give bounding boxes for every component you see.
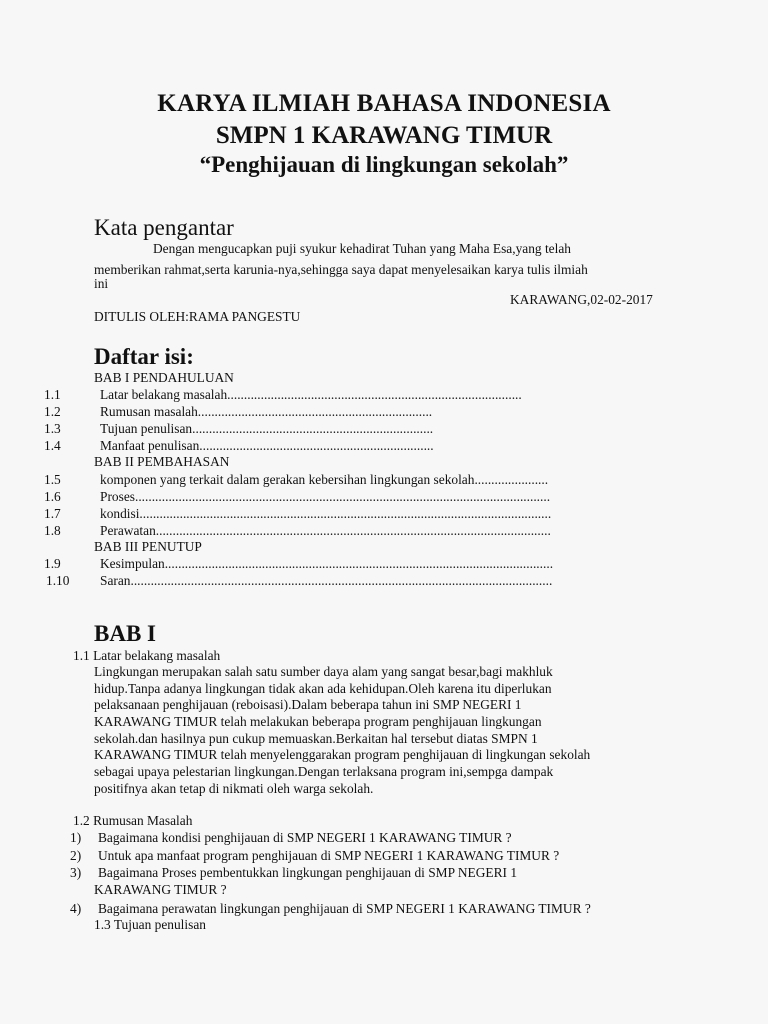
question-number: 2) [70, 848, 82, 863]
toc-bab-1: BAB I PENDAHULUAN [94, 370, 234, 385]
document-title: KARYA ILMIAH BAHASA INDONESIA [157, 90, 611, 117]
kata-pengantar-line-3: ini [94, 276, 109, 291]
toc-number: 1.10 [46, 573, 70, 588]
school-name: SMPN 1 KARAWANG TIMUR [215, 122, 553, 149]
toc-number: 1.6 [44, 489, 61, 504]
toc-number: 1.5 [44, 472, 61, 487]
toc-entry[interactable]: Proses............................................................................................................................ [100, 489, 551, 504]
kata-pengantar-line-2: memberikan rahmat,serta karunia-nya,sehingga saya dapat menyelesaikan karya tulis ilmiah [94, 262, 588, 277]
toc-entry[interactable]: kondisi........................................................................................................................... [100, 506, 552, 521]
place-date: KARAWANG,02-02-2017 [510, 292, 653, 307]
toc-bab-3: BAB III PENUTUP [94, 539, 202, 554]
toc-entry[interactable]: Rumusan masalah...................................................................... [100, 404, 433, 419]
question-number: 4) [70, 901, 82, 916]
question-text: Bagaimana kondisi penghijauan di SMP NEGERI 1 KARAWANG TIMUR ? [98, 830, 512, 845]
kata-pengantar-heading: Kata pengantar [94, 215, 234, 240]
question-text-continued: KARAWANG TIMUR ? [94, 882, 227, 897]
toc-number: 1.4 [44, 438, 61, 453]
paragraph-line: hidup.Tanpa adanya lingkungan tidak akan ada kehidupan.Oleh karena itu diperlukan [94, 681, 552, 696]
toc-entry[interactable]: Tujuan penulisan........................................................................ [100, 421, 434, 436]
section-1-1-heading: 1.1 Latar belakang masalah [73, 648, 221, 663]
toc-entry[interactable]: Perawatan...................................................................................................................... [100, 523, 551, 538]
section-1-3-heading: 1.3 Tujuan penulisan [94, 917, 206, 932]
paragraph-line: KARAWANG TIMUR telah menyelenggarakan program penghijauan di lingkungan sekolah [94, 747, 591, 762]
question-number: 3) [70, 865, 82, 880]
document-subtitle: “Penghijauan di lingkungan sekolah” [199, 152, 569, 177]
toc-entry[interactable]: Manfaat penulisan...................................................................... [100, 438, 434, 453]
toc-entry[interactable]: Kesimpulan.................................................................................................................... [100, 556, 554, 571]
author-line: DITULIS OLEH:RAMA PANGESTU [94, 309, 301, 324]
daftar-isi-heading: Daftar isi: [94, 344, 194, 369]
toc-entry[interactable]: Saran.............................................................................................................................. [100, 573, 553, 588]
section-1-2-heading: 1.2 Rumusan Masalah [73, 813, 193, 828]
question-text: Bagaimana Proses pembentukkan lingkungan penghijauan di SMP NEGERI 1 [98, 865, 518, 880]
toc-number: 1.2 [44, 404, 61, 419]
paragraph-line: sekolah.dan hasilnya pun cukup memuaskan.Berkaitan hal tersebut diatas SMPN 1 [94, 731, 538, 746]
paragraph-line: pelaksanaan penghijauan (reboisasi).Dalam beberapa tahun ini SMP NEGERI 1 [94, 697, 522, 712]
paragraph-line: positifnya akan tetap di nikmati oleh warga sekolah. [94, 781, 374, 796]
paragraph-line: sebagai upaya pelestarian lingkungan.Dengan terlaksana program ini,sempga dampak [94, 764, 554, 779]
toc-number: 1.1 [44, 387, 61, 402]
toc-number: 1.3 [44, 421, 61, 436]
toc-entry[interactable]: Latar belakang masalah........................................................................................ [100, 387, 522, 402]
paragraph-line: Lingkungan merupakan salah satu sumber daya alam yang sangat besar,bagi makhluk [94, 664, 553, 679]
question-text: Untuk apa manfaat program penghijauan di SMP NEGERI 1 KARAWANG TIMUR ? [98, 848, 560, 863]
kata-pengantar-line-1: Dengan mengucapkan puji syukur kehadirat Tuhan yang Maha Esa,yang telah [153, 241, 571, 256]
question-text: Bagaimana perawatan lingkungan penghijauan di SMP NEGERI 1 KARAWANG TIMUR ? [98, 901, 591, 916]
toc-number: 1.7 [44, 506, 61, 521]
toc-bab-2: BAB II PEMBAHASAN [94, 454, 230, 469]
question-number: 1) [70, 830, 82, 845]
toc-entry[interactable]: komponen yang terkait dalam gerakan kebersihan lingkungan sekolah...................... [100, 472, 549, 487]
paragraph-line: KARAWANG TIMUR telah melakukan beberapa program penghijauan lingkungan [94, 714, 542, 729]
toc-number: 1.9 [44, 556, 61, 571]
bab-1-heading: BAB I [94, 621, 156, 646]
toc-number: 1.8 [44, 523, 61, 538]
